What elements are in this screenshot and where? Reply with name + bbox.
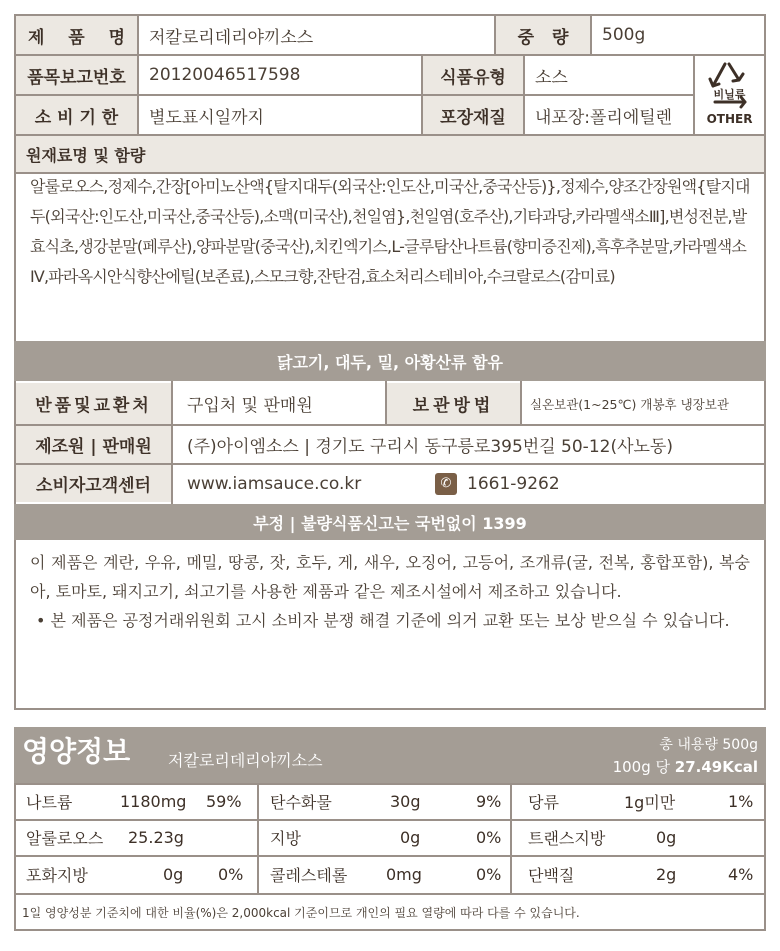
weight-value: 500g (602, 25, 646, 45)
nutrient-sodium-amount: 1180mg (120, 791, 187, 811)
phone-icon: ✆ (435, 473, 457, 495)
expiry-value: 별도표시일까지 (149, 107, 264, 128)
notice-line-1: 이 제품은 계란, 우유, 메밀, 땅콩, 잣, 호두, 게, 새우, 오징어, 고등어, 조개류(굴, 전복, 홍합포함), 복숭아, 토마토, 돼지고기, 쇠고기를 사용한 제품과 같은 제조시설에서 제조하고 있습니다. (30, 553, 750, 601)
expiry-label: 소 비 기 한 (16, 96, 137, 134)
phone-number[interactable] (425, 465, 725, 502)
return-label: 반품및교환처 (16, 383, 171, 424)
weight-label: 중 량 (496, 16, 590, 54)
nutrient-cholesterol-name: 콜레스테롤 (270, 865, 348, 885)
packaging-value: 내포장:폴리에틸렌 (535, 107, 673, 128)
nutrient-allulose-name: 알룰로오스 (26, 828, 104, 848)
ingredients-text: 알룰로오스,정제수,간장[아미노산액{탈지대두(외국산:인도산,미국산,중국산등)},정제수,양조간장원액{탈지대두(외국산:인도산,미국산,중국산등),소맥(미국산),천일염},천일염(호주산),기타과당,카라멜색소Ⅲ],변성전분,발효식초,생강분말(페루산),양파분말(중국산),치킨엑기스,L-글루탐산나트륨(향미증진제),흑후추분말,카라멜색소Ⅳ,파라옥시안식향산에틸(보존료),스모크향,잔탄검,효소처리스테비아,수크랄로스(감미료) (30, 177, 750, 286)
storage-label: 보관방법 (387, 383, 520, 424)
nutrient-fat-pct: 0% (476, 827, 502, 847)
nutrient-protein-amount: 2g (656, 864, 677, 884)
product-name-value: 저칼로리데리야끼소스 (149, 27, 314, 48)
notice-line-2: • 본 제품은 공정거래위원회 고시 소비자 분쟁 해결 기준에 의거 교환 또는 보상 받으실 수 있습니다. (36, 611, 730, 630)
phone-text: 1661-9262 (467, 473, 560, 494)
packaging-label: 포장재질 (423, 96, 523, 134)
nutrition-footnote: 1일 영양성분 기준치에 대한 비율(%)은 2,000kcal 기준이므로 개인의 필요 열량에 따라 다를 수 있습니다. (22, 906, 580, 920)
nutrition-total: 총 내용량 500g (659, 737, 758, 753)
nutrition-per (613, 756, 758, 777)
product-name-label: 제 품 명 (16, 16, 137, 54)
nutrient-carbs-name: 탄수화물 (270, 792, 332, 812)
report-band: 부정 | 불량식품신고는 국번없이 1399 (14, 504, 766, 540)
nutrient-sugar-pct: 1% (728, 791, 754, 811)
maker-label: 제조원 | 판매원 (16, 426, 171, 463)
nutrition-product: 저칼로리데리야끼소스 (168, 751, 323, 770)
nutrient-transfat-name: 트랜스지방 (528, 828, 606, 848)
nutrient-cholesterol-amount: 0mg (386, 864, 422, 884)
recycle-mark-sub: OTHER (706, 112, 753, 126)
return-value: 구입처 및 판매원 (187, 396, 313, 416)
report-number-value: 20120046517598 (149, 65, 301, 85)
storage-value: 실온보관(1~25℃) 개봉후 냉장보관 (530, 396, 729, 412)
nutrient-sugar-name: 당류 (528, 792, 559, 812)
nutrient-fat-amount: 0g (400, 827, 421, 847)
nutrition-per-prefix: 100g 당 (612, 758, 670, 776)
nutrient-protein-name: 단백질 (528, 865, 575, 885)
nutrient-cholesterol-pct: 0% (476, 864, 502, 884)
nutrient-carbs-amount: 30g (390, 791, 421, 811)
nutrient-allulose-amount: 25.23g (128, 827, 184, 847)
recycle-mark-text: 비닐류 (713, 88, 746, 101)
nutrition-kcal: 27.49Kcal (674, 758, 758, 776)
recycle-mark (695, 56, 764, 134)
notice-text (30, 548, 750, 635)
ingredients-header: 원재료명 및 함량 (16, 136, 764, 172)
nutrient-satfat-name: 포화지방 (26, 865, 88, 885)
food-type-label: 식품유형 (423, 56, 523, 94)
nutrient-transfat-amount: 0g (656, 827, 677, 847)
website-link[interactable]: www.iamsauce.co.kr (187, 473, 362, 494)
allergen-band: 닭고기, 대두, 밀, 아황산류 함유 (14, 341, 766, 381)
food-type-value: 소스 (535, 67, 568, 88)
nutrient-protein-pct: 4% (728, 864, 754, 884)
nutrient-sodium-pct: 59% (206, 791, 242, 811)
nutrient-fat-name: 지방 (270, 828, 301, 848)
cs-label: 소비자고객센터 (16, 465, 171, 502)
nutrient-satfat-amount: 0g (163, 864, 184, 884)
nutrient-carbs-pct: 9% (476, 791, 502, 811)
nutrient-satfat-pct: 0% (218, 864, 244, 884)
nutrition-title: 영양정보 (22, 735, 131, 768)
nutrient-sodium-name: 나트륨 (26, 792, 73, 812)
report-number-label: 품목보고번호 (16, 56, 137, 94)
nutrient-sugar-amount: 1g미만 (624, 792, 676, 812)
maker-value: (주)아이엠소스 | 경기도 구리시 동구릉로395번길 50-12(사노동) (187, 437, 673, 457)
